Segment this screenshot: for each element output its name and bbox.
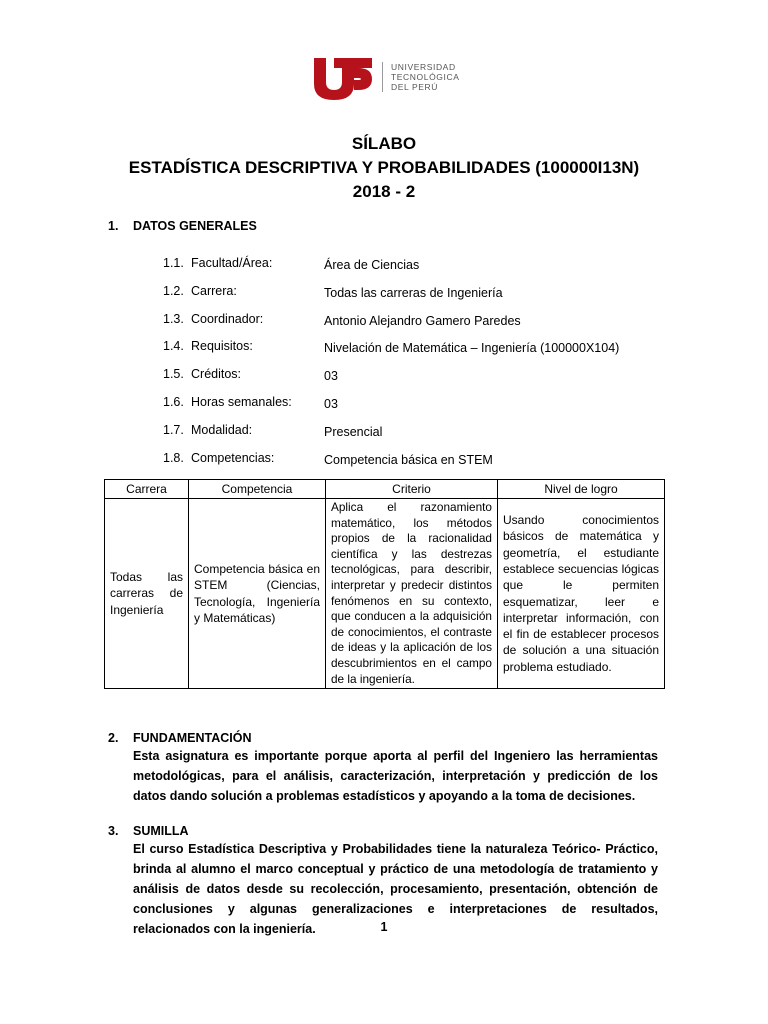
- table-header-row: [105, 480, 665, 499]
- term-title: 2018 - 2: [352, 182, 416, 201]
- fundamentacion-text: Esta asignatura es importante porque aporta al perfil del Ingeniero las herramientas metodológicas, para el análisis, caracterización, interpretación y predicción de los datos dando solución a problemas estadísticos y apoyando a la toma de decisiones.: [133, 749, 658, 803]
- doc-title: SÍLABO: [351, 134, 417, 153]
- table-header-cell: Carrera: [105, 480, 189, 499]
- competency-table: [104, 479, 665, 689]
- table-header-cell: Competencia: [189, 480, 326, 499]
- utp-logo: [310, 52, 459, 102]
- utp-logo-mark: [310, 52, 374, 102]
- table-header-cell: Criterio: [326, 480, 498, 499]
- cell-competencia: Competencia básica en STEM (Ciencias, Tecnología, Ingeniería y Matemáticas): [189, 499, 326, 689]
- cell-criterio: Aplica el razonamiento matemático, los métodos propios de la racionalidad científica y las destrezas tecnológicas, para describir, interpretar y predecir distintos fenómenos en su contexto, que conducen a la adquisición de conocimientos, el contraste de ideas y la aplicación de los descubrimientos en el campo de la ingeniería.: [326, 499, 498, 689]
- cell-carrera: Todas las carreras de Ingeniería: [105, 499, 189, 689]
- university-name: UNIVERSIDAD TECNOLÓGICA DEL PERÚ: [382, 62, 459, 92]
- cell-nivel: Usando conocimientos básicos de matemática y geometría, el estudiante establece secuencias lógicas que le permiten esquematizar, leer e interpretar información, con el fin de establecer procesos de solución a una situación problema estudiado.: [498, 499, 665, 689]
- section-heading: 1. DATOS GENERALES: [108, 219, 257, 233]
- sumilla-text: El curso Estadística Descriptiva y Probabilidades tiene la naturaleza Teórico- Práctico, brinda al alumno el marco conceptual y práctico de una metodología de tratamiento y análisis de datos desde su recolección, procesamiento, presentación, obtención de conclusiones y algunas generalizaciones e interpretaciones de resultados, relacionados con la ingeniería.: [133, 842, 658, 936]
- section-heading: 3. SUMILLA: [108, 824, 189, 838]
- course-title: ESTADÍSTICA DESCRIPTIVA Y PROBABILIDADES (100000I13N): [128, 158, 640, 177]
- page-number: 1: [380, 920, 388, 934]
- table-header-cell: Nivel de logro: [498, 480, 665, 499]
- table-row: [105, 499, 665, 689]
- section-heading: 2. FUNDAMENTACIÓN: [108, 731, 252, 745]
